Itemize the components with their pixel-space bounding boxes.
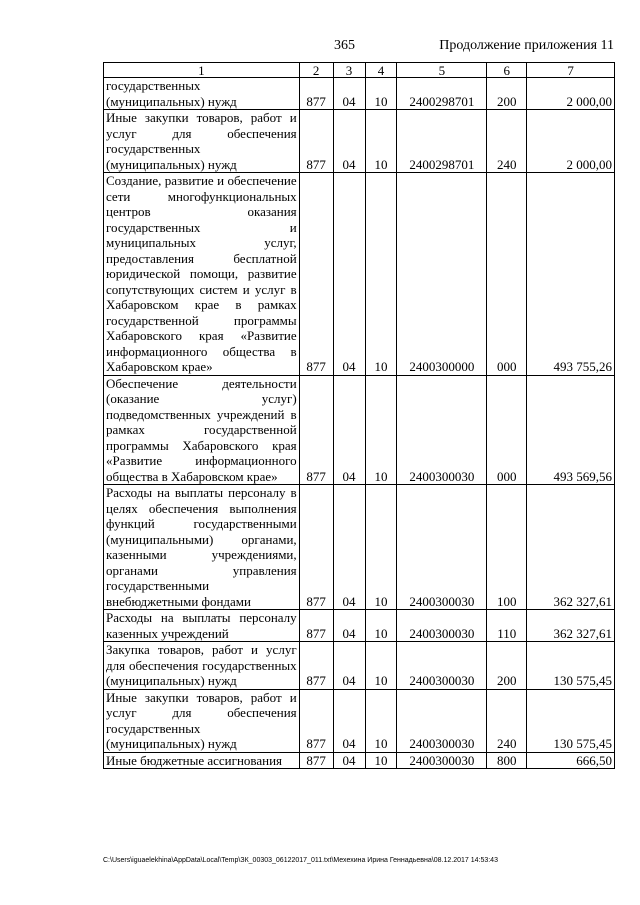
cell-subsection: 10 [365, 610, 397, 642]
cell-article: 2400300030 [397, 642, 487, 690]
cell-subsection: 10 [365, 485, 397, 610]
cell-article: 2400300030 [397, 752, 487, 769]
cell-amount: 362 327,61 [527, 610, 615, 642]
cell-subsection: 10 [365, 173, 397, 376]
cell-code: 877 [299, 173, 333, 376]
cell-type: 100 [487, 485, 527, 610]
row-name: Закупка товаров, работ и услуг для обеспечения государственных (муниципальных) нужд [104, 642, 300, 690]
table-row [104, 375, 615, 485]
cell-section: 04 [333, 485, 365, 610]
cell-subsection: 10 [365, 642, 397, 690]
column-header: 6 [487, 63, 527, 78]
file-path-footer: C:\Users\iguaelekhina\AppData\Local\Temp\ЗК_00303_06122017_011.txt\Мехехина Ирина Геннадьевна\08.12.2017 14:53:43 [103, 857, 498, 864]
row-name: Иные бюджетные ассигнования [104, 752, 300, 769]
column-header: 4 [365, 63, 397, 78]
row-name: Иные закупки товаров, работ и услуг для обеспечения государственных (муниципальных) нужд [104, 110, 300, 173]
cell-article: 2400300030 [397, 375, 487, 485]
cell-amount: 2 000,00 [527, 110, 615, 173]
cell-type: 240 [487, 110, 527, 173]
cell-code: 877 [299, 610, 333, 642]
cell-section: 04 [333, 173, 365, 376]
cell-article: 2400300030 [397, 485, 487, 610]
cell-type: 110 [487, 610, 527, 642]
column-header: 2 [299, 63, 333, 78]
cell-code: 877 [299, 110, 333, 173]
cell-subsection: 10 [365, 110, 397, 173]
table-row [104, 642, 615, 690]
column-header: 1 [104, 63, 300, 78]
table-row [104, 78, 615, 110]
cell-section: 04 [333, 752, 365, 769]
row-name: Расходы на выплаты персоналу казенных учреждений [104, 610, 300, 642]
table-header-row [104, 63, 615, 78]
cell-amount: 2 000,00 [527, 78, 615, 110]
table-row [104, 610, 615, 642]
column-header: 7 [527, 63, 615, 78]
cell-subsection: 10 [365, 78, 397, 110]
table-row [104, 752, 615, 769]
cell-type: 000 [487, 375, 527, 485]
cell-section: 04 [333, 610, 365, 642]
row-name: Расходы на выплаты персоналу в целях обеспечения выполнения функций государственными (муниципальными) органами, казенными учреждениями, органами управления государственными внебюджетными фондами [104, 485, 300, 610]
cell-type: 200 [487, 642, 527, 690]
cell-amount: 362 327,61 [527, 485, 615, 610]
cell-type: 000 [487, 173, 527, 376]
cell-code: 877 [299, 642, 333, 690]
cell-subsection: 10 [365, 375, 397, 485]
cell-code: 877 [299, 485, 333, 610]
row-name: Обеспечение деятельности (оказание услуг) подведомственных учреждений в рамках государственной программы Хабаровского края «Развитие информационного общества в Хабаровском крае» [104, 375, 300, 485]
table-row [104, 110, 615, 173]
row-name: Создание, развитие и обеспечение сети многофункциональных центров оказания государственных и муниципальных услуг, предоставления бесплатной юридической помощи, развитие сопутствующих систем и услуг в Хабаровском крае в рамках государственной программы Хабаровского края «Развитие информационного общества в Хабаровском крае» [104, 173, 300, 376]
cell-section: 04 [333, 689, 365, 752]
cell-article: 2400300000 [397, 173, 487, 376]
cell-section: 04 [333, 110, 365, 173]
cell-article: 2400298701 [397, 110, 487, 173]
cell-section: 04 [333, 375, 365, 485]
cell-amount: 130 575,45 [527, 689, 615, 752]
cell-amount: 666,50 [527, 752, 615, 769]
page-number: 365 [334, 38, 355, 53]
cell-section: 04 [333, 642, 365, 690]
cell-code: 877 [299, 752, 333, 769]
cell-amount: 493 755,26 [527, 173, 615, 376]
cell-amount: 493 569,56 [527, 375, 615, 485]
table-row [104, 689, 615, 752]
cell-code: 877 [299, 689, 333, 752]
column-header: 5 [397, 63, 487, 78]
row-name: Иные закупки товаров, работ и услуг для обеспечения государственных (муниципальных) нужд [104, 689, 300, 752]
budget-table [103, 62, 615, 769]
cell-subsection: 10 [365, 689, 397, 752]
table-row [104, 485, 615, 610]
cell-type: 240 [487, 689, 527, 752]
cell-type: 200 [487, 78, 527, 110]
cell-code: 877 [299, 375, 333, 485]
cell-article: 2400300030 [397, 610, 487, 642]
continuation-label: Продолжение приложения 11 [439, 38, 614, 53]
cell-subsection: 10 [365, 752, 397, 769]
cell-code: 877 [299, 78, 333, 110]
row-name: государственных (муниципальных) нужд [104, 78, 300, 110]
table-row [104, 173, 615, 376]
column-header: 3 [333, 63, 365, 78]
cell-article: 2400300030 [397, 689, 487, 752]
cell-section: 04 [333, 78, 365, 110]
cell-article: 2400298701 [397, 78, 487, 110]
cell-amount: 130 575,45 [527, 642, 615, 690]
cell-type: 800 [487, 752, 527, 769]
